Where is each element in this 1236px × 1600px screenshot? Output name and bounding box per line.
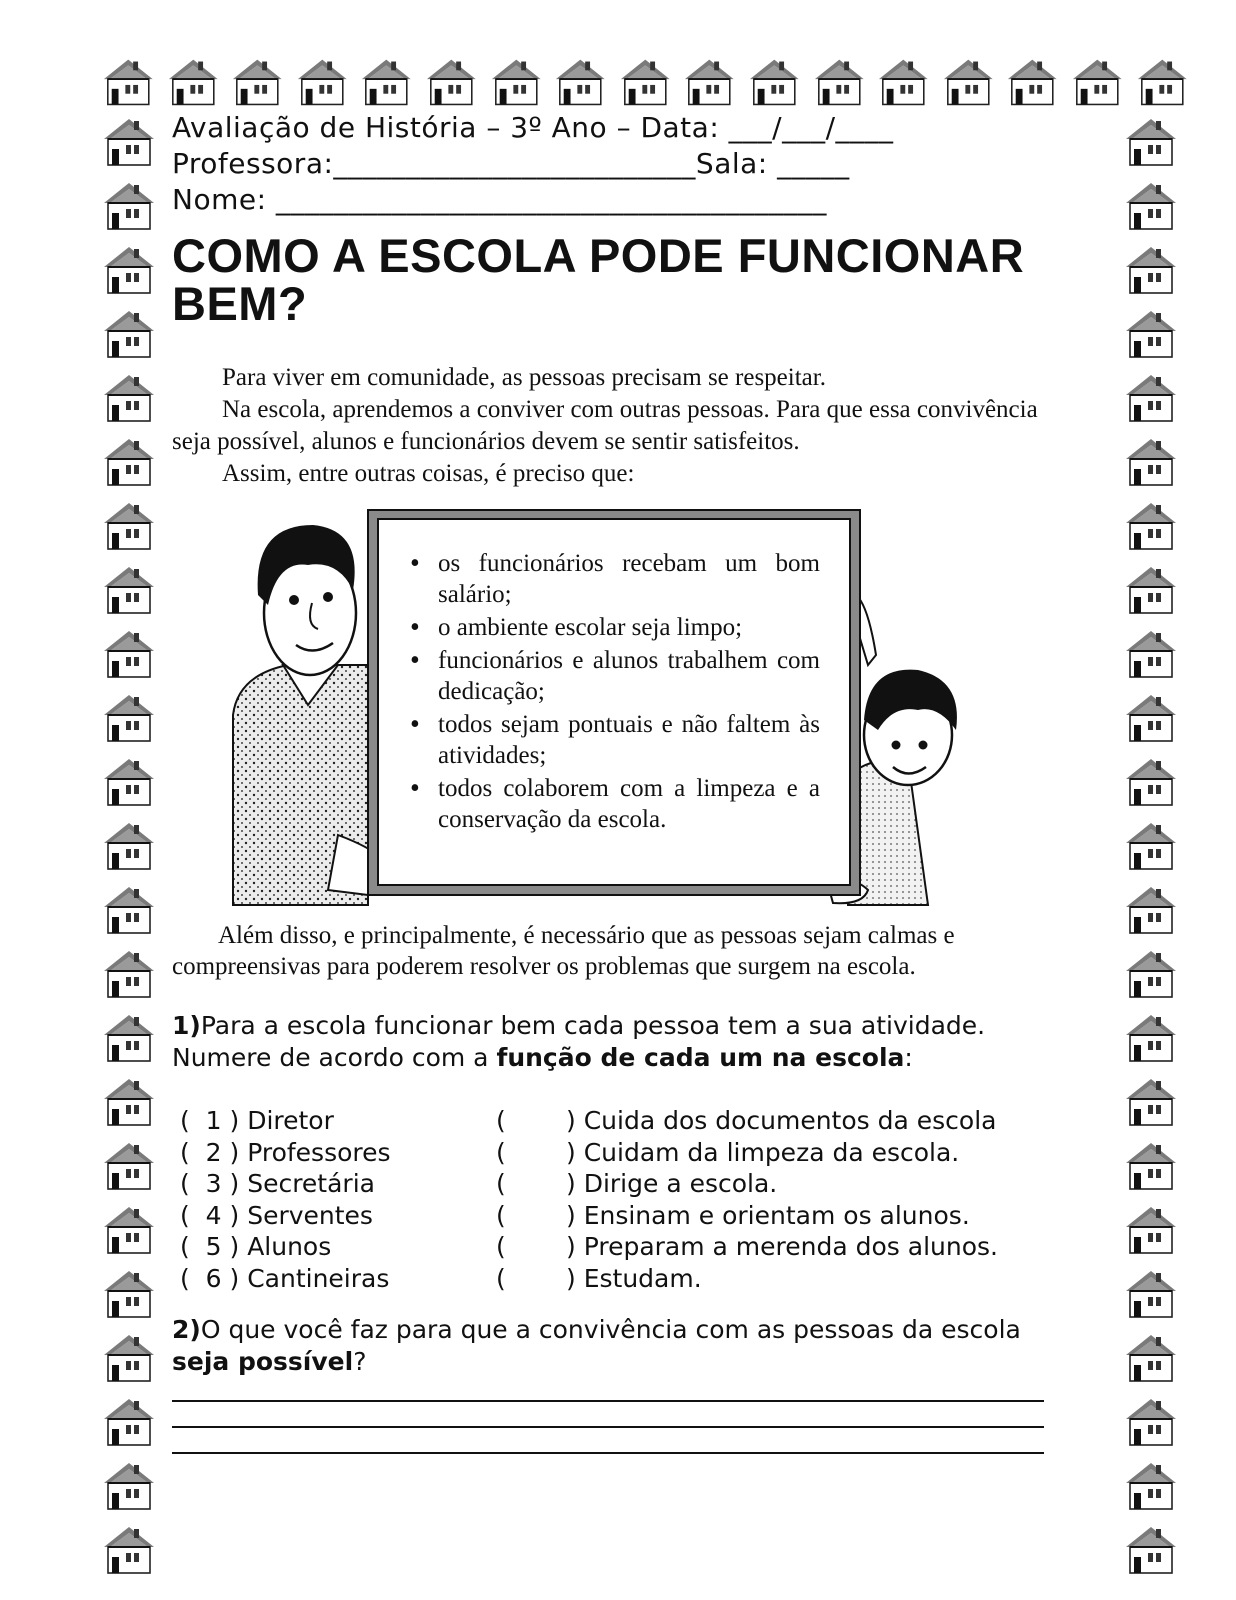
matching-description: ) Dirige a escola. [566,1169,778,1199]
house-icon [100,179,158,234]
house-icon [940,55,997,110]
matching-description: ) Ensinam e orientam os alunos. [566,1200,970,1230]
house-icon [1122,819,1180,874]
matching-role: ( 2 ) Professores [180,1137,391,1167]
top-border [100,55,1190,107]
house-icon [1122,115,1180,170]
house-icon [100,1331,158,1386]
question-2 [172,1314,1072,1378]
house-icon [552,55,609,110]
house-icon [1122,1267,1180,1322]
house-icon [100,1139,158,1194]
after-paragraph: Além disso, e principalmente, é necessário que as pessoas sejam calmas e compreensivas para poderem resolver os problemas que surgem na escola. [172,922,955,980]
house-icon [100,883,158,938]
house-icon [1122,1203,1180,1258]
matching-description: ) Preparam a merenda dos alunos. [566,1232,998,1262]
house-icon [1122,435,1180,490]
house-icon [100,307,158,362]
answer-line[interactable] [172,1400,1044,1402]
answer-line[interactable] [172,1426,1044,1428]
exam-header [172,110,1092,218]
house-icon [1122,1459,1180,1514]
header-line-teacher-room: Professora:_________________________Sala: _____ [172,147,850,180]
matching-description: ) Estudam. [566,1264,702,1293]
matching-role: ( 3 ) Secretária [180,1169,375,1199]
header-line-title-date: Avaliação de História – 3º Ano – Data: ___/___/____ [172,111,894,144]
question-1-number: 1) [172,1011,201,1040]
house-icon [1122,499,1180,554]
matching-answer-blank[interactable]: ( [496,1264,506,1293]
house-icon [1122,883,1180,938]
house-icon [100,1267,158,1322]
matching-description: ) Cuida dos documentos da escola [566,1106,997,1135]
house-icon [1122,1075,1180,1130]
house-icon [1122,243,1180,298]
house-icon [1004,55,1061,110]
left-border [100,115,158,1578]
house-icon [100,1395,158,1450]
house-icon [1069,55,1126,110]
matching-answer-blank[interactable]: ( [496,1169,506,1199]
house-icon [100,1459,158,1514]
intro-paragraph: Para viver em comunidade, as pessoas precisam se respeitar. [222,364,826,391]
house-icon [423,55,480,110]
house-icon [1122,947,1180,1002]
house-icon [100,115,158,170]
house-icon [1122,1331,1180,1386]
house-icon [1122,1523,1180,1578]
board-item: • todos sejam pontuais e não faltem às atividades; [410,709,820,771]
house-icon [1122,691,1180,746]
house-icon [229,55,286,110]
house-icon [100,691,158,746]
house-icon [875,55,932,110]
house-icon [746,55,803,110]
house-icon [100,371,158,426]
board-list [410,548,820,837]
matching-answer-blank[interactable]: ( [496,1232,506,1262]
question-1-bold: função de cada um na escola [496,1043,905,1072]
intro-paragraph: Assim, entre outras coisas, é preciso que: [222,460,635,487]
right-border [1122,115,1180,1578]
question-1-end: : [904,1043,913,1072]
house-icon [100,435,158,490]
house-icon [1122,1011,1180,1066]
house-icon [617,55,674,110]
answer-line[interactable] [172,1452,1044,1454]
house-icon [811,55,868,110]
matching-answer-blank[interactable]: ( [496,1106,506,1135]
matching-role: ( 1 ) Diretor [180,1106,334,1135]
question-2-end: ? [353,1347,367,1376]
house-icon [100,755,158,810]
house-icon [1122,755,1180,810]
matching-answer-blank[interactable]: ( [496,1137,506,1167]
after-text [172,920,1042,982]
house-icon [100,1523,158,1578]
man-figure [233,525,389,905]
house-icon [1122,1395,1180,1450]
intro-text [172,362,1042,490]
house-icon [100,1075,158,1130]
house-icon [100,499,158,554]
house-icon [1122,627,1180,682]
matching-answer-blank[interactable]: ( [496,1200,506,1230]
matching-description: ) Cuidam da limpeza da escola. [566,1137,960,1167]
header-line-name: Nome: ______________________________________ [172,183,827,216]
question-1 [172,1010,1072,1074]
house-icon [100,947,158,1002]
house-icon [1122,371,1180,426]
question-2-text: O que você faz para que a convivência com as pessoas da escola [200,1315,1021,1344]
question-2-bold: seja possível [172,1347,354,1376]
board-item: • o ambiente escolar seja limpo; [410,612,820,643]
question-1-text: Para a escola funcionar bem cada pessoa tem a sua atividade. Numere de acordo com a [172,1011,986,1072]
house-icon [100,627,158,682]
question-2-number: 2) [172,1315,201,1344]
board-item: • todos colaborem com a limpeza e a conservação da escola. [410,773,820,835]
house-icon [100,563,158,618]
house-icon [1122,563,1180,618]
house-icon [100,55,157,110]
intro-paragraph: Na escola, aprendemos a conviver com outras pessoas. Para que essa convivência seja possível, alunos e funcionários devem se sentir satisfeitos. [172,396,1038,455]
house-icon [1134,55,1191,110]
house-icon [100,819,158,874]
house-icon [488,55,545,110]
house-icon [165,55,222,110]
matching-role: ( 5 ) Alunos [180,1232,332,1262]
house-icon [100,1203,158,1258]
house-icon [294,55,351,110]
matching-role: ( 6 ) Cantineiras [180,1264,390,1293]
board-item: • funcionários e alunos trabalhem com dedicação; [410,645,820,707]
house-icon [1122,1139,1180,1194]
house-icon [681,55,738,110]
page-title: COMO A ESCOLA PODE FUNCIONAR BEM? [172,229,1025,330]
house-icon [100,243,158,298]
house-icon [358,55,415,110]
matching-role: ( 4 ) Serventes [180,1200,373,1230]
house-icon [100,1011,158,1066]
board-item: • os funcionários recebam um bom salário; [410,548,820,610]
house-icon [1122,179,1180,234]
house-icon [1122,307,1180,362]
